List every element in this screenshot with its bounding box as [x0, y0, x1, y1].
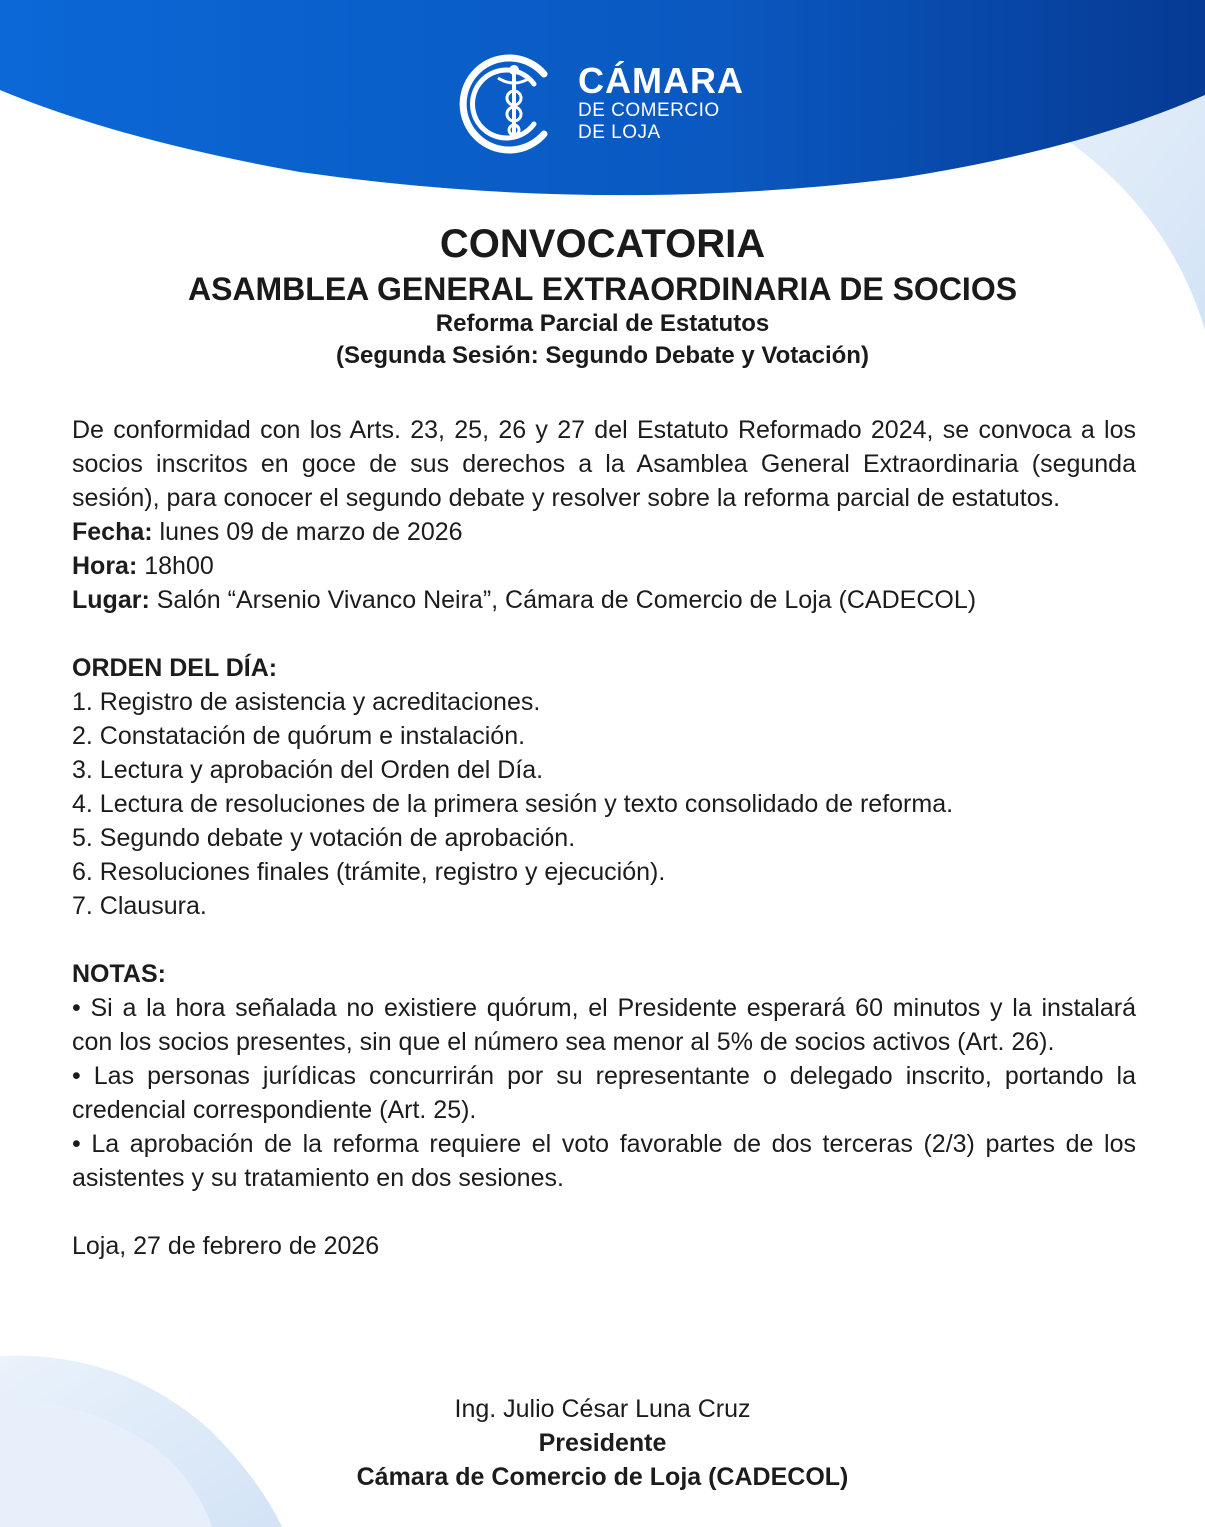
- signatory-organization: Cámara de Comercio de Loja (CADECOL): [356, 1463, 849, 1491]
- signature-block: [0, 1392, 1205, 1494]
- agenda-list: [72, 685, 1136, 923]
- note-item: • Las personas jurídicas concurrirán por su representante o delegado inscrito, portando la credencial correspondiente (Art. 25).: [72, 1062, 1136, 1124]
- fecha-line: [72, 515, 1136, 549]
- note-item: • Si a la hora señalada no existiere quórum, el Presidente esperará 60 minutos y la instalará con los socios presentes, sin que el número sea menor al 5% de socios activos (Art. 26).: [72, 994, 1136, 1056]
- hora-value: 18h00: [137, 552, 214, 580]
- agenda-item: 3. Lectura y aprobación del Orden del Día.: [72, 756, 544, 784]
- agenda-item: 6. Resoluciones finales (trámite, registro y ejecución).: [72, 858, 666, 886]
- agenda-item: 5. Segundo debate y votación de aprobación.: [72, 824, 576, 852]
- page-title: CONVOCATORIA: [439, 222, 766, 266]
- caduceus-c-logo-icon: [456, 52, 560, 156]
- fecha-label: Fecha:: [72, 518, 153, 546]
- document-body: [72, 413, 1136, 1263]
- assembly-title: ASAMBLEA GENERAL EXTRAORDINARIA DE SOCIOS: [187, 271, 1018, 307]
- lugar-label: Lugar:: [72, 586, 150, 614]
- notes-section: [72, 957, 1136, 1195]
- title-block: [0, 220, 1205, 372]
- hora-label: Hora:: [72, 552, 138, 580]
- logo-line-de-comercio: DE COMERCIO: [578, 100, 720, 121]
- session-subtitle: (Segunda Sesión: Segundo Debate y Votación): [336, 342, 869, 369]
- agenda-item: 7. Clausura.: [72, 892, 207, 920]
- signatory-role: Presidente: [538, 1429, 667, 1457]
- logo-line-de-loja: DE LOJA: [578, 122, 661, 143]
- agenda-heading: ORDEN DEL DÍA:: [72, 654, 278, 682]
- place-date: Loja, 27 de febrero de 2026: [72, 1232, 380, 1260]
- lugar-line: [72, 583, 1136, 617]
- logo-wordmark: [578, 62, 744, 144]
- fecha-value: lunes 09 de marzo de 2026: [152, 518, 463, 546]
- logo-line-camara: CÁMARA: [578, 60, 744, 101]
- intro-paragraph: De conformidad con los Arts. 23, 25, 26 y 27 del Estatuto Reformado 2024, se convoca a los socios inscritos en goce de sus derechos a la Asamblea General Extraordinaria (segunda sesión), para conocer el segundo debate y resolver sobre la reforma parcial de estatutos.: [72, 416, 1136, 512]
- agenda-item: 1. Registro de asistencia y acreditaciones.: [72, 688, 541, 716]
- signatory-name: Ing. Julio César Luna Cruz: [454, 1395, 751, 1423]
- chamber-logo: [456, 52, 766, 162]
- agenda-item: 2. Constatación de quórum e instalación.: [72, 722, 526, 750]
- notes-heading: NOTAS:: [72, 960, 166, 988]
- hora-line: [72, 549, 1136, 583]
- reform-subtitle: Reforma Parcial de Estatutos: [435, 310, 770, 337]
- agenda-section: [72, 651, 1136, 923]
- agenda-item: 4. Lectura de resoluciones de la primera sesión y texto consolidado de reforma.: [72, 790, 954, 818]
- note-item: • La aprobación de la reforma requiere el voto favorable de dos terceras (2/3) partes de los asistentes y su tratamiento en dos sesiones.: [72, 1130, 1136, 1192]
- lugar-value: Salón “Arsenio Vivanco Neira”, Cámara de Comercio de Loja (CADECOL): [149, 586, 977, 614]
